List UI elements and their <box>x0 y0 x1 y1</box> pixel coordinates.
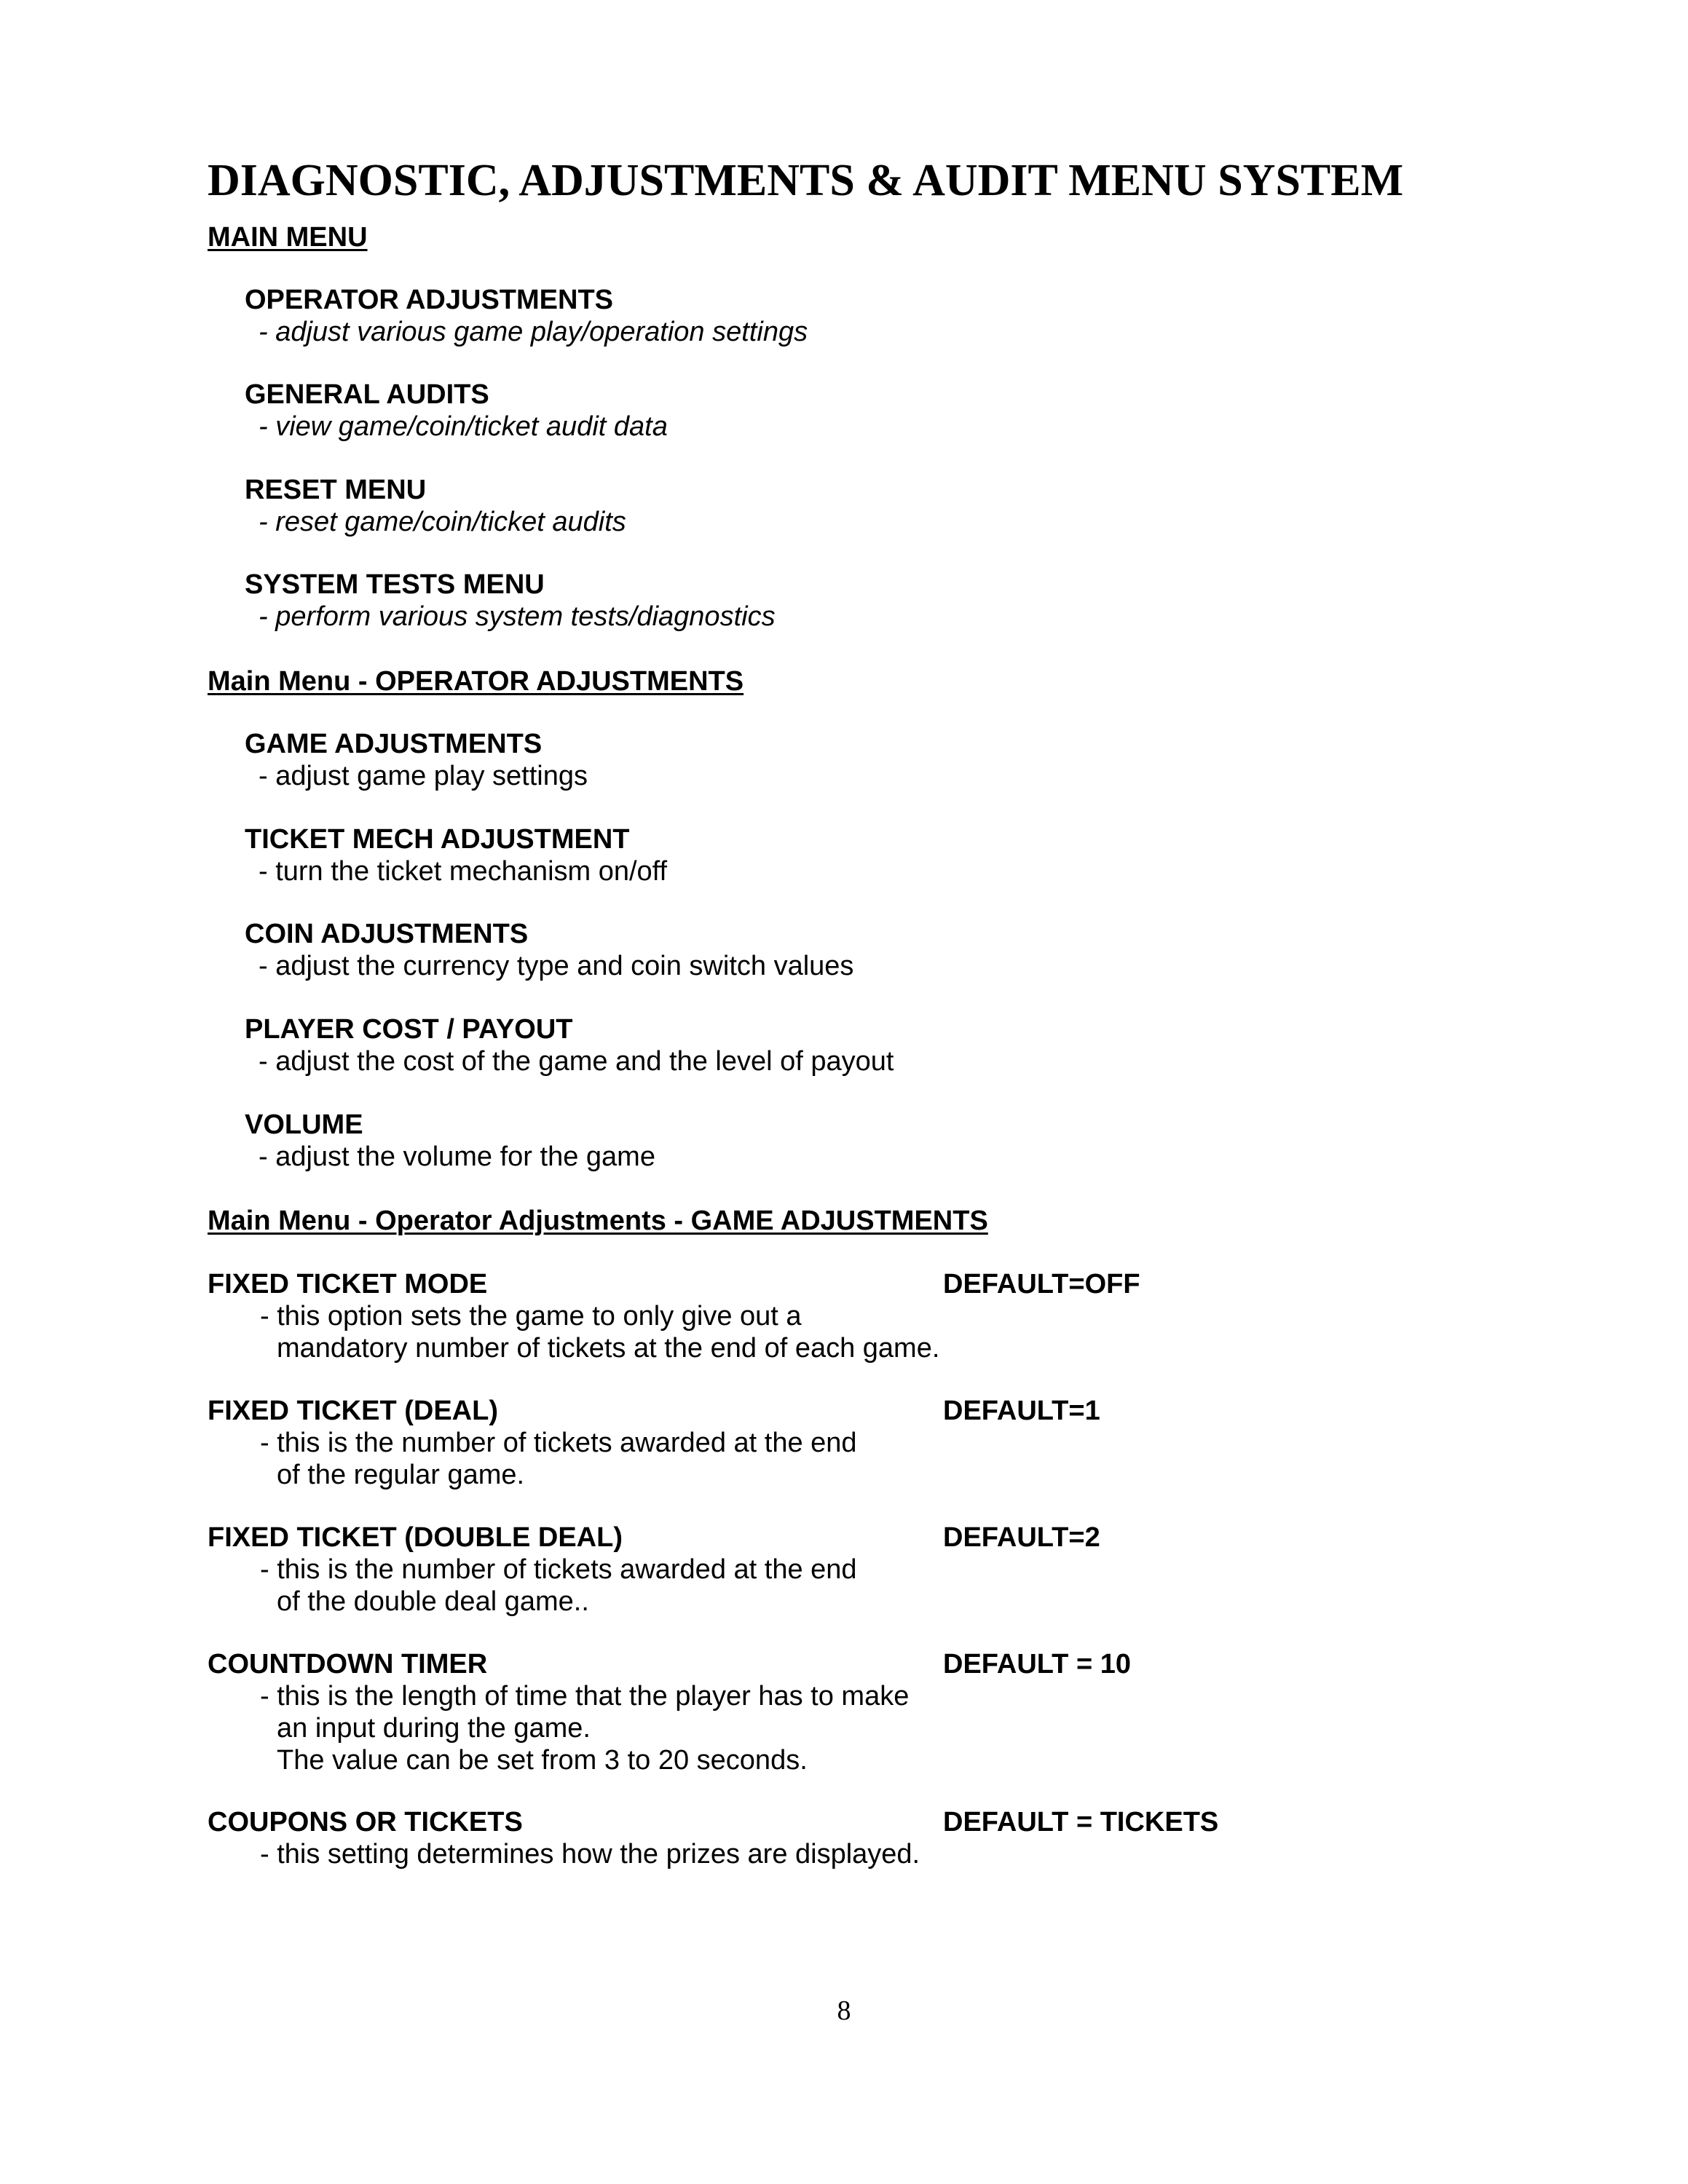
setting-description-line: - this option sets the game to only give out a <box>260 1301 802 1332</box>
setting-default: DEFAULT=OFF <box>943 1269 1140 1299</box>
section-heading-game-adjustments: Main Menu - Operator Adjustments - GAME ADJUSTMENTS <box>208 1206 988 1236</box>
menu-item-title: VOLUME <box>245 1109 363 1140</box>
setting-name: FIXED TICKET (DEAL) <box>208 1396 498 1426</box>
menu-item-general-audits <box>245 379 668 443</box>
setting-description-line: - this setting determines how the prizes are displayed. <box>260 1839 920 1870</box>
menu-item-description: - adjust the cost of the game and the level of payout <box>259 1046 894 1077</box>
menu-item-volume <box>245 1109 655 1173</box>
setting-description-line: mandatory number of tickets at the end of each game. <box>277 1333 940 1364</box>
section-heading-operator-adjustments: Main Menu - OPERATOR ADJUSTMENTS <box>208 666 744 697</box>
setting-description-line: The value can be set from 3 to 20 seconds. <box>277 1745 808 1776</box>
menu-item-title: OPERATOR ADJUSTMENTS <box>245 285 614 315</box>
menu-item-title: PLAYER COST / PAYOUT <box>245 1014 573 1045</box>
page-title: DIAGNOSTIC, ADJUSTMENTS & AUDIT MENU SYSTEM <box>208 156 1404 205</box>
setting-description-line: - this is the number of tickets awarded at the end <box>260 1554 857 1585</box>
menu-item-title: GENERAL AUDITS <box>245 379 489 410</box>
setting-name: COUPONS OR TICKETS <box>208 1807 523 1837</box>
menu-item-description: - adjust game play settings <box>259 761 588 791</box>
setting-description-line: of the double deal game.. <box>277 1586 589 1617</box>
setting-fixed-ticket-deal <box>208 1395 1591 1491</box>
menu-item-game-adjustments <box>245 728 588 792</box>
menu-item-description: - adjust the currency type and coin switch values <box>259 951 854 981</box>
setting-default: DEFAULT = TICKETS <box>943 1807 1219 1837</box>
menu-item-description: - reset game/coin/ticket audits <box>259 507 626 537</box>
menu-item-title: GAME ADJUSTMENTS <box>245 729 543 759</box>
setting-countdown-timer <box>208 1648 1591 1776</box>
menu-item-system-tests <box>245 569 776 633</box>
section-heading-main-menu: MAIN MENU <box>208 222 368 253</box>
menu-item-reset-menu <box>245 474 626 538</box>
setting-name: FIXED TICKET (DOUBLE DEAL) <box>208 1522 623 1553</box>
menu-item-player-cost-payout <box>245 1013 894 1077</box>
setting-coupons-or-tickets <box>208 1806 1591 1870</box>
setting-default: DEFAULT=1 <box>943 1396 1100 1426</box>
setting-default: DEFAULT = 10 <box>943 1649 1131 1679</box>
menu-item-ticket-mech-adjustment <box>245 823 667 887</box>
menu-item-description: - adjust the volume for the game <box>259 1142 655 1172</box>
menu-item-title: RESET MENU <box>245 475 427 505</box>
setting-description-line: an input during the game. <box>277 1713 591 1744</box>
menu-item-description: - view game/coin/ticket audit data <box>259 411 668 442</box>
setting-default: DEFAULT=2 <box>943 1522 1100 1553</box>
menu-item-description: - turn the ticket mechanism on/off <box>259 856 668 887</box>
setting-description-line: of the regular game. <box>277 1460 525 1490</box>
setting-fixed-ticket-mode <box>208 1268 1591 1364</box>
menu-item-title: TICKET MECH ADJUSTMENT <box>245 824 630 855</box>
setting-name: COUNTDOWN TIMER <box>208 1649 488 1679</box>
setting-fixed-ticket-double-deal <box>208 1522 1591 1618</box>
menu-item-title: COIN ADJUSTMENTS <box>245 919 529 949</box>
menu-item-title: SYSTEM TESTS MENU <box>245 569 545 600</box>
setting-description-line: - this is the length of time that the player has to make <box>260 1681 910 1712</box>
menu-item-description: - perform various system tests/diagnostics <box>259 601 776 632</box>
page-number: 8 <box>837 1995 851 2026</box>
setting-name: FIXED TICKET MODE <box>208 1269 488 1299</box>
setting-description-line: - this is the number of tickets awarded at the end <box>260 1428 857 1458</box>
menu-item-operator-adjustments <box>245 284 808 348</box>
menu-item-description: - adjust various game play/operation settings <box>259 317 808 347</box>
menu-item-coin-adjustments <box>245 918 853 982</box>
